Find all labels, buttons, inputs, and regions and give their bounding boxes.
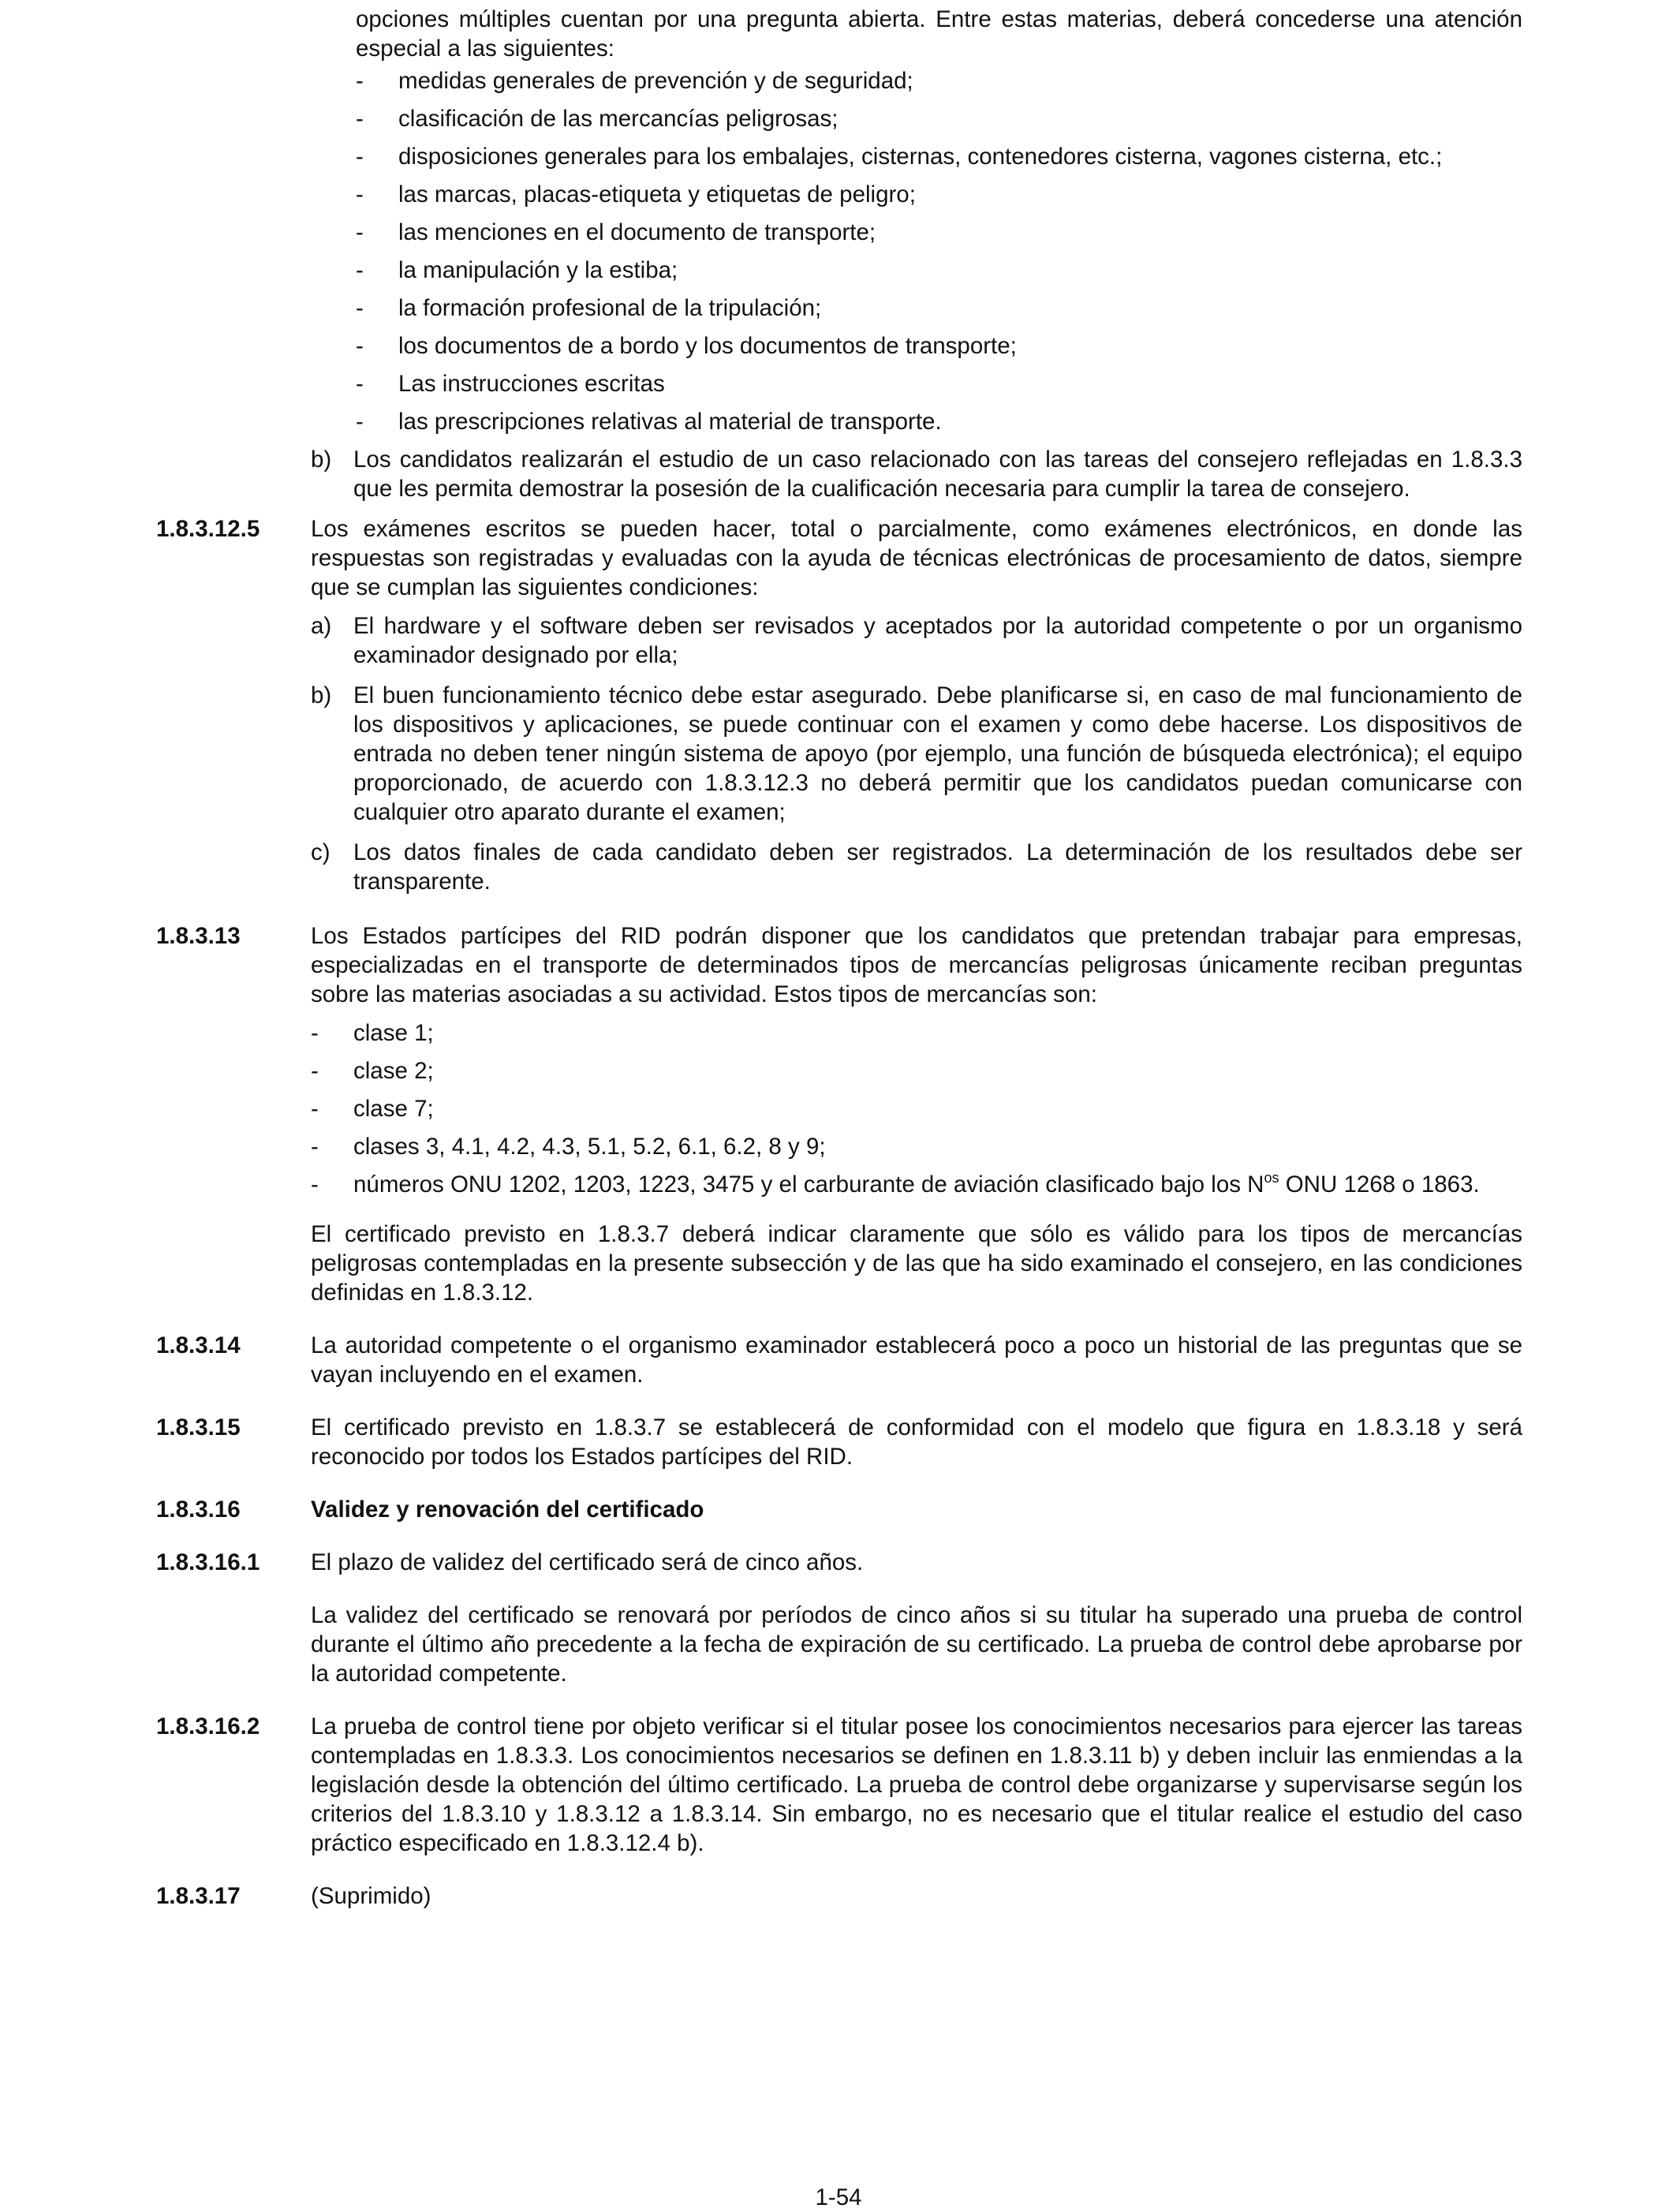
item-text: la formación profesional de la tripulación; — [398, 295, 822, 321]
item-text: clase 1; — [353, 1020, 434, 1046]
section-number: 1.8.3.13 — [156, 923, 241, 949]
item-text: la manipulación y la estiba; — [398, 257, 678, 283]
section-number: 1.8.3.16 — [156, 1496, 241, 1523]
list-item — [356, 180, 1522, 209]
list-item — [311, 611, 1522, 670]
bullet-dash: - — [311, 1020, 319, 1046]
intro-topic-list — [356, 66, 1522, 436]
bullet-dash: - — [356, 257, 364, 283]
item-text: Los candidatos realizarán el estudio de un caso relacionado con las tareas del consejero reflejadas en 1.8.3.3 que les permita demostrar la posesión de la cualificación necesaria para cumplir la tarea de consejero. — [353, 447, 1522, 502]
bullet-dash: - — [356, 68, 364, 94]
item-label: b) — [311, 682, 332, 708]
item-text: los documentos de a bordo y los documentos de transporte; — [398, 333, 1017, 359]
section-1-8-3-12-5 — [156, 514, 1522, 907]
intro-b-list — [311, 445, 1522, 503]
intro-item-b — [311, 445, 1522, 503]
bullet-dash: - — [311, 1058, 319, 1084]
section-text: (Suprimido) — [311, 1883, 431, 1909]
intro-paragraph: opciones múltiples cuentan por una pregunta abierta. Entre estas materias, deberá concederse una atención especial a las siguientes: — [356, 6, 1522, 62]
item-text: El buen funcionamiento técnico debe estar asegurado. Debe planificarse si, en caso de mal funcionamiento de los dispositivos y aplicaciones, se puede continuar con el examen y como debe hacerse. Los dispositivos de entrada no deben tener ningún sistema de apoyo (por ejemplo, una función de búsqueda electrónica); el equipo proporcionado, de acuerdo con 1.8.3.12.3 no deberá permitir que los candidatos puedan comunicarse con cualquier otro aparato durante el examen; — [353, 682, 1522, 825]
item-text: Las instrucciones escritas — [398, 371, 665, 397]
list-item — [356, 407, 1522, 436]
section-1-8-3-16-1 — [156, 1548, 1522, 1688]
bullet-dash: - — [356, 333, 364, 359]
section-text: El plazo de validez del certificado será de cinco años. — [311, 1549, 864, 1575]
list-item — [356, 218, 1522, 247]
item-label: b) — [311, 447, 332, 473]
list-item — [356, 142, 1522, 171]
item-text: medidas generales de prevención y de seguridad; — [398, 68, 913, 94]
document-page — [156, 5, 1522, 1911]
item-text: las menciones en el documento de transporte; — [398, 219, 876, 245]
list-item — [356, 369, 1522, 398]
section-number: 1.8.3.17 — [156, 1883, 241, 1909]
section-text: Los exámenes escritos se pueden hacer, total o parcialmente, como exámenes electrónicos, en donde las respuestas son registradas y evaluadas con la ayuda de técnicas electrónicas de procesamiento de datos, siempre que se cumplan las siguientes condiciones: — [311, 516, 1522, 600]
item-label: a) — [311, 613, 332, 639]
item-text: las prescripciones relativas al material de transporte. — [398, 409, 942, 435]
section-number: 1.8.3.14 — [156, 1332, 241, 1358]
list-item — [311, 1132, 1522, 1161]
list-item — [311, 838, 1522, 896]
list-item — [311, 681, 1522, 827]
item-text-part: números ONU 1202, 1203, 1223, 3475 y el carburante de aviación clasificado bajo los N — [353, 1171, 1264, 1198]
bullet-dash: - — [311, 1134, 319, 1160]
list-item — [356, 256, 1522, 285]
section-text: El certificado previsto en 1.8.3.7 se establecerá de conformidad con el modelo que figura en 1.8.3.18 y será reconocido por todos los Estados partícipes del RID. — [311, 1414, 1522, 1470]
bullet-dash: - — [356, 295, 364, 321]
section-number: 1.8.3.15 — [156, 1414, 241, 1440]
section-1-8-3-15 — [156, 1413, 1522, 1471]
intro-continuation — [311, 5, 1522, 503]
section-heading: Validez y renovación del certificado — [311, 1496, 704, 1523]
bullet-dash: - — [356, 409, 364, 435]
item-text: clases 3, 4.1, 4.2, 4.3, 5.1, 5.2, 6.1, 6.2, 8 y 9; — [353, 1134, 826, 1160]
item-text — [353, 1171, 1480, 1198]
list-item — [311, 1094, 1522, 1123]
condition-list — [311, 611, 1522, 896]
list-item — [356, 293, 1522, 323]
bullet-dash: - — [356, 181, 364, 207]
bullet-dash: - — [356, 219, 364, 245]
section-1-8-3-14 — [156, 1331, 1522, 1389]
list-item — [311, 1056, 1522, 1085]
item-text: las marcas, placas-etiqueta y etiquetas de peligro; — [398, 181, 916, 207]
section-text-2: La validez del certificado se renovará por períodos de cinco años si su titular ha superado una prueba de control durante el último año precedente a la fecha de expiración de su certificado. La prueba de control debe aprobarse por la autoridad competente. — [311, 1602, 1522, 1687]
list-item — [356, 104, 1522, 133]
section-1-8-3-17 — [156, 1881, 1522, 1911]
bullet-dash: - — [356, 371, 364, 397]
section-1-8-3-13 — [156, 921, 1522, 1307]
section-text: Los Estados partícipes del RID podrán disponer que los candidatos que pretendan trabajar para empresas, especializadas en el transporte de determinados tipos de mercancías peligrosas únicamente reciban preguntas sobre las materias asociadas a su actividad. Estos tipos de mercancías son: — [311, 923, 1522, 1007]
item-text: disposiciones generales para los embalajes, cisternas, contenedores cisterna, vagones cisterna, etc.; — [398, 144, 1443, 170]
superscript: os — [1264, 1170, 1279, 1186]
page-number: 1-54 — [815, 2184, 862, 2210]
item-text: clase 2; — [353, 1058, 434, 1084]
section-text: La autoridad competente o el organismo examinador establecerá poco a poco un historial de las preguntas que se vayan incluyendo en el examen. — [311, 1332, 1522, 1388]
section-number: 1.8.3.12.5 — [156, 516, 260, 542]
bullet-dash: - — [311, 1171, 319, 1198]
list-item — [356, 331, 1522, 361]
item-text: clasificación de las mercancías peligrosas; — [398, 106, 838, 132]
section-number: 1.8.3.16.1 — [156, 1549, 260, 1575]
section-1-8-3-16-2 — [156, 1712, 1522, 1858]
section-closing-text: El certificado previsto en 1.8.3.7 deberá indicar claramente que sólo es válido para los tipos de mercancías peligrosas contempladas en la presente subsección y de las que ha sido examinado el consejero, en las condiciones definidas en 1.8.3.12. — [311, 1221, 1522, 1306]
item-text-part: ONU 1268 o 1863. — [1279, 1171, 1480, 1198]
item-label: c) — [311, 839, 331, 865]
section-1-8-3-16 — [156, 1495, 1522, 1524]
list-item — [311, 1018, 1522, 1048]
goods-type-list — [311, 1018, 1522, 1199]
section-text: La prueba de control tiene por objeto verificar si el titular posee los conocimientos necesarios para ejercer las tareas contempladas en 1.8.3.3. Los conocimientos necesarios se definen en 1.8.3.11 b) y deben incluir las enmiendas a la legislación desde la obtención del último certificado. La prueba de control debe organizarse y supervisarse según los criterios del 1.8.3.10 y 1.8.3.12 a 1.8.3.14. Sin embargo, no es necesario que el titular realice el estudio del caso práctico especificado en 1.8.3.12.4 b). — [311, 1713, 1522, 1856]
bullet-dash: - — [356, 144, 364, 170]
list-item — [311, 1170, 1522, 1199]
bullet-dash: - — [356, 106, 364, 132]
item-text: Los datos finales de cada candidato deben ser registrados. La determinación de los resultados debe ser transparente. — [353, 839, 1522, 895]
item-text: clase 7; — [353, 1096, 434, 1122]
list-item — [356, 66, 1522, 95]
item-text: El hardware y el software deben ser revisados y aceptados por la autoridad competente o por un organismo examinador designado por ella; — [353, 613, 1522, 668]
bullet-dash: - — [311, 1096, 319, 1122]
section-number: 1.8.3.16.2 — [156, 1713, 260, 1739]
